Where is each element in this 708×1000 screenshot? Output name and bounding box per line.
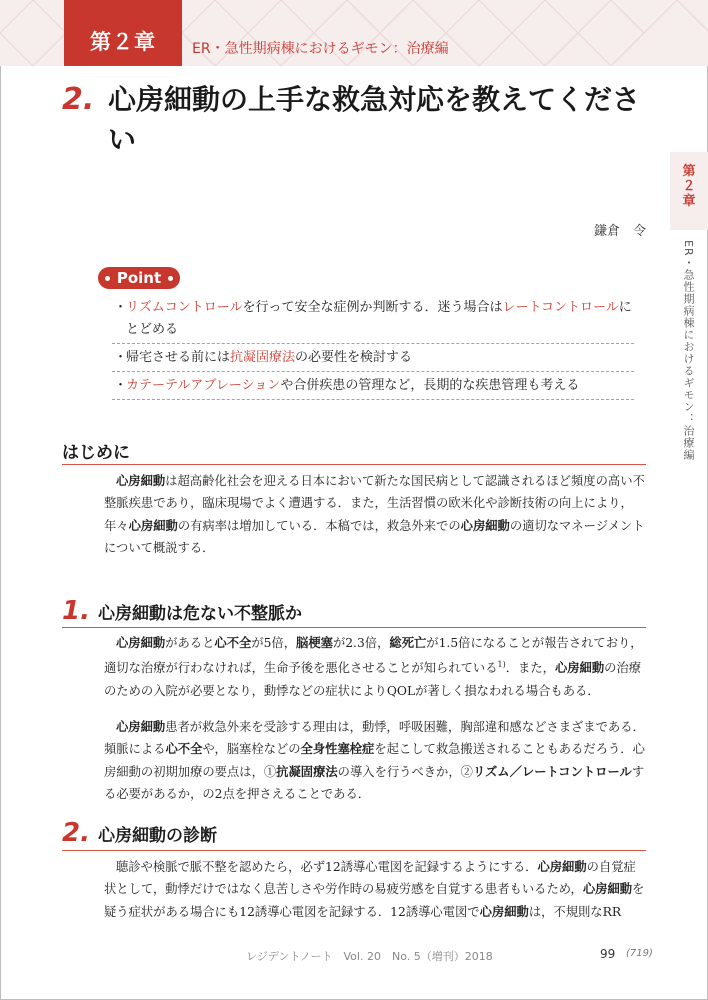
section-title: 心房細動は危ない不整脈か	[97, 604, 302, 624]
original-page-number: (719)	[626, 948, 653, 959]
section-title: はじめに	[62, 443, 130, 463]
highlighted-term: カテーテルアブレーション	[126, 378, 281, 393]
text-run: 患者が救急外来を受診する理由は，動悸，呼吸困難，胸部違和感などさまざまである．頻脈による	[104, 720, 645, 757]
bold-term: 心房細動	[554, 661, 605, 676]
page-number: 99	[600, 947, 616, 961]
text-run: する必要があるか，の2点を押さえることである．	[104, 764, 645, 802]
bullet-icon: ・	[114, 300, 128, 315]
text-run: を行って安全な症例か判断する．迷う場合は	[242, 300, 503, 315]
section-heading	[62, 818, 217, 848]
bold-term: 心房細動	[128, 518, 178, 533]
side-chapter-char: 章	[682, 194, 696, 209]
journal-info: レジデントノート Vol. 20 No. 5（増刊）2018	[246, 950, 493, 963]
chapter-title: ER・急性期病棟におけるギモン：治療編	[192, 41, 449, 57]
section-number: 1.	[62, 596, 90, 626]
bold-term: 心房細動	[479, 904, 529, 919]
section-heading	[62, 596, 302, 626]
article-title: 心房細動の上手な救急対応を教えてください	[108, 83, 641, 156]
bold-term: 抗凝固療法	[276, 764, 338, 779]
point-item	[112, 372, 634, 400]
bullet-icon: ・	[114, 378, 128, 393]
text-run: の治療のための入院が必要となり，動悸などの症状によりQOLが著しく損なわれる場合もある．	[104, 661, 642, 698]
text-run: の導入を行うべきか，②	[337, 764, 473, 779]
body-paragraph	[104, 716, 646, 806]
text-run: は超高齢化社会を迎える日本において新たな国民病として認識されるほど頻度の高い不整脈疾患であり，臨床現場でよく遭遇する．また，生活習慣の欧米化や診断技術の向上により，年々	[104, 474, 645, 533]
bold-term: 心房細動	[116, 474, 166, 488]
author: 鎌倉 令	[593, 224, 646, 239]
bold-term: 心房細動	[116, 720, 166, 734]
article-number: 2.	[62, 82, 95, 117]
point-dot-icon	[105, 276, 110, 281]
section-divider	[62, 850, 646, 851]
bold-term: 心不全	[165, 742, 203, 757]
text-run: は，不規則なRR	[528, 904, 622, 919]
bullet-icon: ・	[114, 350, 128, 365]
text-run: の必要性を検討する	[295, 350, 413, 365]
text-run: の有病率は増加している．本稿では，救急外来での	[177, 518, 461, 533]
point-badge	[98, 267, 180, 289]
highlighted-term: レートコントロール	[502, 300, 619, 315]
point-item	[112, 344, 634, 372]
body-paragraph	[104, 632, 646, 702]
text-run: にとどめる	[126, 300, 632, 337]
text-run: や合併疾患の管理など，長期的な疾患管理も考える	[280, 378, 580, 393]
bold-term: 脳梗塞	[296, 636, 333, 650]
section-divider	[62, 464, 646, 465]
text-run: や，脳塞栓などの	[202, 742, 301, 757]
highlighted-term: 抗凝固療法	[230, 350, 296, 365]
citation-ref: 1)	[497, 660, 506, 670]
text-run: の適切なマネージメントについて概説する．	[104, 518, 645, 556]
section-divider	[62, 627, 646, 628]
text-run: が5倍，	[251, 636, 297, 650]
text-run: を疑う症状がある場合にも12誘導心電図を記録する．12誘導心電図で	[104, 882, 645, 919]
side-chapter-char: 第	[682, 164, 696, 179]
text-run: 聴診や検脈で脈不整を認めたら，必ず12誘導心電図を記録するようにする．	[116, 860, 538, 874]
body-paragraph	[104, 470, 646, 560]
text-run: が2.3倍，	[332, 636, 390, 650]
section-heading	[62, 438, 130, 463]
bold-term: 心房細動	[582, 882, 633, 897]
chapter-label: 第２章	[90, 30, 156, 54]
body-paragraph	[104, 856, 646, 923]
side-chapter-label	[670, 164, 708, 209]
bold-term: 心房細動	[116, 636, 166, 650]
point-item	[112, 294, 634, 344]
bold-term: 心房細動	[460, 518, 510, 533]
text-run: ．また，	[505, 661, 555, 676]
section-number: 2.	[62, 818, 90, 848]
side-chapter-text	[670, 164, 708, 209]
text-run: が1.5倍になることが報告されており，適切な治療が行わなければ，生命予後を悪化させることが知られている	[104, 636, 643, 676]
section-title: 心房細動の診断	[97, 826, 217, 846]
side-chapter-subtitle: ER・急性期病棟におけるギモン：治療編	[682, 240, 695, 461]
bold-term: 心房細動	[537, 860, 587, 874]
bold-term: 総死亡	[389, 636, 427, 650]
bold-term: リズム／レートコントロール	[472, 764, 632, 779]
text-run: を起こして救急搬送されることもあるだろう．心房細動の初期加療の要点は，①	[104, 742, 645, 779]
point-list	[112, 294, 634, 400]
bold-term: 全身性塞栓症	[300, 742, 375, 757]
text-run: があると	[165, 636, 215, 650]
text-run: 帰宅させる前には	[126, 350, 231, 365]
point-label: Point	[116, 269, 162, 287]
text-run: の自覚症状として，動悸だけではなく息苦しさや労作時の易疲労感を自覚する患者もいるため，	[104, 860, 636, 897]
bold-term: 心不全	[214, 636, 252, 650]
side-chapter-char: ２	[682, 179, 696, 194]
highlighted-term: リズムコントロール	[126, 300, 243, 315]
point-dot-icon	[168, 276, 173, 281]
